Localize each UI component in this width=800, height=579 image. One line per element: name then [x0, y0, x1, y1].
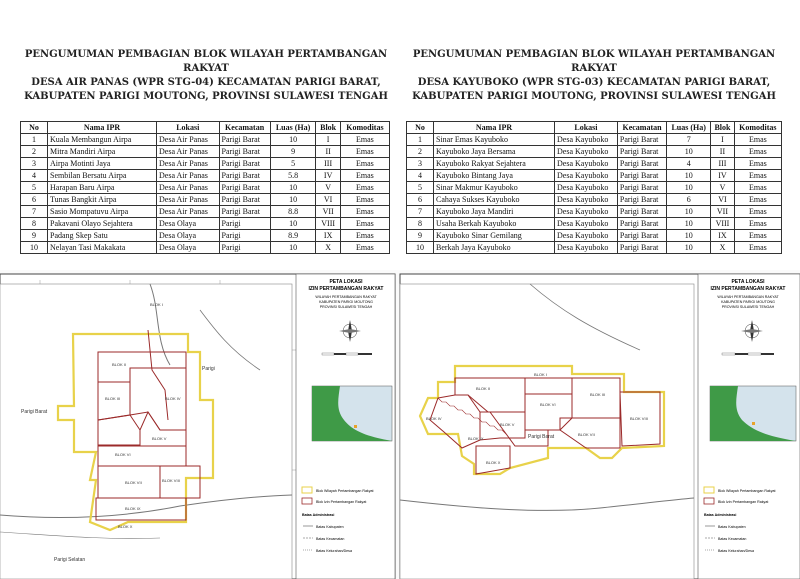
- district: Parigi Barat: [617, 218, 666, 230]
- table-row: [407, 134, 782, 146]
- table-row: [407, 218, 782, 230]
- svg-text:BLOK IX: BLOK IX: [125, 506, 141, 511]
- svg-text:Batas Kelurahan/Desa: Batas Kelurahan/Desa: [718, 549, 754, 553]
- ipr-table: [406, 121, 782, 254]
- area-ha: 6: [667, 194, 711, 206]
- svg-text:BLOK IV: BLOK IV: [426, 416, 442, 421]
- location: Desa Kayuboko: [555, 170, 618, 182]
- block: IX: [316, 230, 340, 242]
- row-number: 6: [407, 194, 434, 206]
- district: Parigi Barat: [617, 182, 666, 194]
- place-label-parigi-barat: Parigi Barat: [21, 409, 48, 415]
- commodity: Emas: [734, 146, 781, 158]
- table-row: [21, 182, 390, 194]
- svg-text:Blok Izin Pertambangan Rakyat: Blok Izin Pertambangan Rakyat: [718, 500, 769, 504]
- block: IX: [711, 230, 734, 242]
- table-row: [407, 158, 782, 170]
- district: Parigi Barat: [219, 194, 270, 206]
- area-ha: 7: [667, 134, 711, 146]
- notice-air-panas: [10, 48, 402, 254]
- svg-text:BLOK IX: BLOK IX: [468, 436, 484, 441]
- row-number: 5: [21, 182, 48, 194]
- district: Parigi Barat: [219, 146, 270, 158]
- area-ha: 10: [270, 242, 316, 254]
- ipr-name: Nelayan Tasi Makakata: [48, 242, 157, 254]
- commodity: Emas: [340, 182, 389, 194]
- location: Desa Kayuboko: [555, 206, 618, 218]
- row-number: 7: [21, 206, 48, 218]
- row-number: 4: [407, 170, 434, 182]
- place-label-parigi-barat: Parigi Barat: [528, 434, 555, 440]
- block: I: [711, 134, 734, 146]
- table-header-row: No Nama IPR Lokasi Kecamatan Luas (Ha) Blok Komoditas: [407, 122, 782, 134]
- table-row: [21, 230, 390, 242]
- commodity: Emas: [734, 206, 781, 218]
- svg-text:Batas Kecamatan: Batas Kecamatan: [718, 537, 747, 541]
- block: V: [316, 182, 340, 194]
- map-left: [0, 274, 395, 579]
- row-number: 9: [21, 230, 48, 242]
- area-ha: 10: [667, 170, 711, 182]
- district: Parigi Barat: [219, 134, 270, 146]
- maps-svg: [0, 270, 800, 579]
- commodity: Emas: [340, 206, 389, 218]
- area-ha: 9: [270, 146, 316, 158]
- ipr-name: Mitra Mandiri Airpa: [48, 146, 157, 158]
- district: Parigi: [219, 218, 270, 230]
- block: X: [316, 242, 340, 254]
- commodity: Emas: [340, 146, 389, 158]
- district: Parigi Barat: [617, 194, 666, 206]
- table-row: [407, 170, 782, 182]
- row-number: 3: [407, 158, 434, 170]
- area-ha: 10: [667, 146, 711, 158]
- block: IV: [711, 170, 734, 182]
- commodity: Emas: [340, 230, 389, 242]
- commodity: Emas: [340, 158, 389, 170]
- table-row: [407, 206, 782, 218]
- svg-text:Batas Administrasi: Batas Administrasi: [302, 513, 335, 517]
- area-ha: 10: [270, 182, 316, 194]
- block: I: [316, 134, 340, 146]
- area-ha: 10: [667, 218, 711, 230]
- svg-text:BLOK X: BLOK X: [118, 524, 133, 529]
- commodity: Emas: [734, 218, 781, 230]
- commodity: Emas: [734, 158, 781, 170]
- svg-text:Blok Wilayah Pertambangan Raky: Blok Wilayah Pertambangan Rakyat: [316, 489, 374, 493]
- district: Parigi Barat: [219, 170, 270, 182]
- map-legend: [296, 274, 395, 579]
- ipr-name: Cahaya Sukses Kayuboko: [434, 194, 555, 206]
- area-ha: 10: [270, 218, 316, 230]
- district: Parigi Barat: [219, 158, 270, 170]
- row-number: 1: [407, 134, 434, 146]
- district: Parigi Barat: [617, 206, 666, 218]
- ipr-name: Pakavani Olayo Sejahtera: [48, 218, 157, 230]
- location: Desa Kayuboko: [555, 146, 618, 158]
- ipr-name: Kayuboko Bintang Jaya: [434, 170, 555, 182]
- svg-text:PROVINSI SULAWESI TENGAH: PROVINSI SULAWESI TENGAH: [319, 305, 373, 309]
- ipr-name: Sinar Makmur Kayuboko: [434, 182, 555, 194]
- notice-kayuboko: [398, 48, 790, 254]
- svg-text:BLOK V: BLOK V: [500, 422, 515, 427]
- location: Desa Air Panas: [157, 170, 220, 182]
- svg-text:BLOK VIII: BLOK VIII: [162, 478, 180, 483]
- location: Desa Air Panas: [157, 194, 220, 206]
- svg-text:WILAYAH PERTAMBANGAN RAKYAT: WILAYAH PERTAMBANGAN RAKYAT: [315, 295, 377, 299]
- block: VI: [316, 194, 340, 206]
- svg-text:Batas Kabupaten: Batas Kabupaten: [718, 525, 746, 529]
- ipr-name: Harapan Baru Airpa: [48, 182, 157, 194]
- area-ha: 5: [270, 158, 316, 170]
- district: Parigi Barat: [219, 182, 270, 194]
- ipr-name: Kayuboko Jaya Bersama: [434, 146, 555, 158]
- commodity: Emas: [734, 242, 781, 254]
- district: Parigi Barat: [617, 146, 666, 158]
- location: Desa Olaya: [157, 218, 220, 230]
- block: III: [316, 158, 340, 170]
- location: Desa Olaya: [157, 242, 220, 254]
- svg-text:KABUPATEN PARIGI MOUTONG: KABUPATEN PARIGI MOUTONG: [319, 300, 373, 304]
- ipr-name: Padang Skep Satu: [48, 230, 157, 242]
- location: Desa Kayuboko: [555, 242, 618, 254]
- row-number: 8: [407, 218, 434, 230]
- commodity: Emas: [340, 218, 389, 230]
- location: Desa Kayuboko: [555, 218, 618, 230]
- ipr-name: Berkah Jaya Kayuboko: [434, 242, 555, 254]
- row-number: 7: [407, 206, 434, 218]
- row-number: 2: [407, 146, 434, 158]
- svg-text:BLOK V: BLOK V: [152, 436, 167, 441]
- ipr-name: Kuala Membangun Airpa: [48, 134, 157, 146]
- svg-text:BLOK I: BLOK I: [150, 302, 163, 307]
- row-number: 4: [21, 170, 48, 182]
- svg-text:Batas Administrasi: Batas Administrasi: [704, 513, 737, 517]
- row-number: 8: [21, 218, 48, 230]
- svg-text:BLOK IV: BLOK IV: [165, 396, 181, 401]
- commodity: Emas: [340, 194, 389, 206]
- location: Desa Air Panas: [157, 134, 220, 146]
- svg-text:IZIN PERTAMBANGAN RAKYAT: IZIN PERTAMBANGAN RAKYAT: [710, 286, 786, 292]
- block: II: [711, 146, 734, 158]
- district: Parigi Barat: [617, 158, 666, 170]
- location: Desa Kayuboko: [555, 194, 618, 206]
- svg-text:BLOK I: BLOK I: [534, 372, 547, 377]
- map-right: [400, 274, 800, 579]
- location: Desa Air Panas: [157, 146, 220, 158]
- svg-text:BLOK III: BLOK III: [590, 392, 606, 397]
- area-ha: 10: [667, 206, 711, 218]
- ipr-name: Kayuboko Sinar Gemilang: [434, 230, 555, 242]
- ipr-name: Usaha Berkah Kayuboko: [434, 218, 555, 230]
- svg-text:PROVINSI SULAWESI TENGAH: PROVINSI SULAWESI TENGAH: [721, 305, 775, 309]
- svg-text:Batas Kelurahan/Desa: Batas Kelurahan/Desa: [316, 549, 352, 553]
- ipr-name: Sinar Emas Kayuboko: [434, 134, 555, 146]
- table-row: [21, 242, 390, 254]
- table-row: [21, 218, 390, 230]
- block: VI: [711, 194, 734, 206]
- row-number: 5: [407, 182, 434, 194]
- ipr-name: Sasio Mompatuvu Airpa: [48, 206, 157, 218]
- svg-text:WILAYAH PERTAMBANGAN RAKYAT: WILAYAH PERTAMBANGAN RAKYAT: [717, 295, 779, 299]
- block: II: [316, 146, 340, 158]
- ipr-name: Kayuboko Rakyat Sejahtera: [434, 158, 555, 170]
- place-label-parigi: Parigi: [202, 366, 215, 372]
- location-maps: [0, 270, 800, 579]
- table-row: [407, 242, 782, 254]
- block: VII: [711, 206, 734, 218]
- ipr-table: [20, 121, 390, 254]
- commodity: Emas: [340, 134, 389, 146]
- district: Parigi Barat: [617, 242, 666, 254]
- district: Parigi: [219, 242, 270, 254]
- svg-text:BLOK VII: BLOK VII: [125, 480, 142, 485]
- district: Parigi Barat: [617, 134, 666, 146]
- svg-text:BLOK VI: BLOK VI: [115, 452, 131, 457]
- district: Parigi Barat: [617, 170, 666, 182]
- table-row: [21, 146, 390, 158]
- commodity: Emas: [734, 230, 781, 242]
- location: Desa Kayuboko: [555, 134, 618, 146]
- table-row: [21, 158, 390, 170]
- table-row: [21, 134, 390, 146]
- svg-text:KABUPATEN PARIGI MOUTONG: KABUPATEN PARIGI MOUTONG: [721, 300, 775, 304]
- row-number: 6: [21, 194, 48, 206]
- block: VIII: [316, 218, 340, 230]
- notice-title: PENGUMUMAN PEMBAGIAN BLOK WILAYAH PERTAMBANGAN RAKYAT DESA KAYUBOKO (WPR STG-03) KECAMATAN PARIGI BARAT, KABUPATEN PARIGI MOUTONG, PROVINSI SULAWESI TENGAH: [412, 49, 776, 102]
- row-number: 10: [21, 242, 48, 254]
- location: Desa Air Panas: [157, 206, 220, 218]
- commodity: Emas: [734, 170, 781, 182]
- block: X: [711, 242, 734, 254]
- svg-text:BLOK X: BLOK X: [486, 460, 501, 465]
- location: Desa Air Panas: [157, 182, 220, 194]
- table-row: [21, 194, 390, 206]
- row-number: 9: [407, 230, 434, 242]
- notice-title: PENGUMUMAN PEMBAGIAN BLOK WILAYAH PERTAMBANGAN RAKYAT DESA AIR PANAS (WPR STG-04) KECAMATAN PARIGI BARAT, KABUPATEN PARIGI MOUTONG, PROVINSI SULAWESI TENGAH: [24, 49, 388, 102]
- location: Desa Kayuboko: [555, 182, 618, 194]
- svg-text:Batas Kabupaten: Batas Kabupaten: [316, 525, 344, 529]
- svg-text:BLOK VIII: BLOK VIII: [630, 416, 648, 421]
- row-number: 2: [21, 146, 48, 158]
- svg-text:Blok Wilayah Pertambangan Raky: Blok Wilayah Pertambangan Rakyat: [718, 489, 776, 493]
- commodity: Emas: [340, 170, 389, 182]
- district: Parigi Barat: [617, 230, 666, 242]
- svg-text:PETA LOKASI: PETA LOKASI: [731, 279, 765, 285]
- ipr-name: Airpa Motinti Jaya: [48, 158, 157, 170]
- row-number: 10: [407, 242, 434, 254]
- commodity: Emas: [734, 134, 781, 146]
- table-row: [21, 206, 390, 218]
- table-row: [407, 194, 782, 206]
- block: IV: [316, 170, 340, 182]
- block: V: [711, 182, 734, 194]
- svg-text:BLOK VII: BLOK VII: [578, 432, 595, 437]
- area-ha: 10: [667, 182, 711, 194]
- location: Desa Olaya: [157, 230, 220, 242]
- district: Parigi Barat: [219, 206, 270, 218]
- area-ha: 10: [270, 194, 316, 206]
- table-header-row: No Nama IPR Lokasi Kecamatan Luas (Ha) Blok Komoditas: [21, 122, 390, 134]
- commodity: Emas: [340, 242, 389, 254]
- map-legend: [698, 274, 800, 579]
- svg-text:BLOK II: BLOK II: [476, 386, 491, 391]
- area-ha: 8.9: [270, 230, 316, 242]
- area-ha: 10: [667, 242, 711, 254]
- table-row: [407, 146, 782, 158]
- ipr-name: Tunas Bangkit Airpa: [48, 194, 157, 206]
- area-ha: 10: [270, 134, 316, 146]
- location: Desa Kayuboko: [555, 158, 618, 170]
- svg-text:PETA LOKASI: PETA LOKASI: [329, 279, 363, 285]
- block: VIII: [711, 218, 734, 230]
- block: III: [711, 158, 734, 170]
- area-ha: 5.8: [270, 170, 316, 182]
- location: Desa Kayuboko: [555, 230, 618, 242]
- row-number: 3: [21, 158, 48, 170]
- area-ha: 4: [667, 158, 711, 170]
- ipr-name: Kayuboko Jaya Mandiri: [434, 206, 555, 218]
- block: VII: [316, 206, 340, 218]
- svg-text:BLOK III: BLOK III: [105, 396, 121, 401]
- ipr-name: Sembilan Bersatu Airpa: [48, 170, 157, 182]
- table-row: [407, 182, 782, 194]
- svg-text:IZIN PERTAMBANGAN RAKYAT: IZIN PERTAMBANGAN RAKYAT: [308, 286, 384, 292]
- commodity: Emas: [734, 194, 781, 206]
- svg-text:BLOK VI: BLOK VI: [540, 402, 556, 407]
- svg-text:BLOK II: BLOK II: [112, 362, 127, 367]
- location: Desa Air Panas: [157, 158, 220, 170]
- svg-text:Blok Izin Pertambangan Rakyat: Blok Izin Pertambangan Rakyat: [316, 500, 367, 504]
- row-number: 1: [21, 134, 48, 146]
- table-row: [407, 230, 782, 242]
- area-ha: 10: [667, 230, 711, 242]
- district: Parigi: [219, 230, 270, 242]
- area-ha: 8.8: [270, 206, 316, 218]
- commodity: Emas: [734, 182, 781, 194]
- table-row: [21, 170, 390, 182]
- svg-text:Batas Kecamatan: Batas Kecamatan: [316, 537, 345, 541]
- place-label-parigi-selatan: Parigi Selatan: [54, 557, 86, 563]
